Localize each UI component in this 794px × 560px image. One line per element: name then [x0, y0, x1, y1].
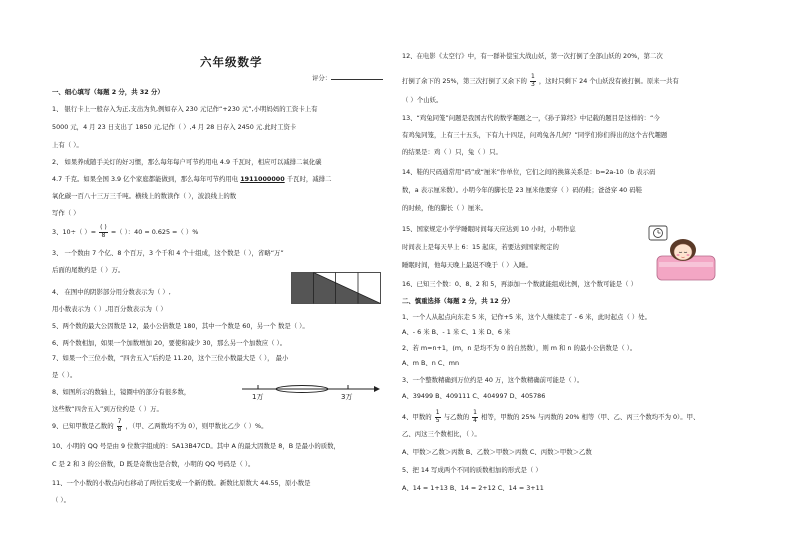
choice4-fraction-2 [472, 410, 478, 424]
section2-header: 二、慎重选择（每题 2 分，共 12 分） [402, 297, 514, 305]
score-field [312, 73, 383, 82]
choice4-question [402, 410, 699, 424]
q17-line: 16、已知三个数：0、8、2 和 5，再添加一个数就能组成比例，这个数可能是（ ） [402, 280, 637, 288]
q5-line2: 用小数表示为（ ）,用百分数表示为（ ） [52, 305, 167, 313]
sleeping-girl-illustration [655, 236, 717, 282]
choice2-question: 2、若 m=n+1，(m，n 是均不为 0 的自然数），则 m 和 n 的最小公倍数是（ ）。 [402, 344, 637, 352]
score-blank[interactable] [331, 73, 383, 80]
choice4-line2: 乙、丙这三个数相比，（ ）。 [402, 430, 481, 438]
q8-line2: 是（ ）。 [52, 371, 77, 379]
q3-frac-num: ( ) [100, 224, 107, 231]
choice5-options[interactable]: A、14 = 1+13 B、14 = 2+12 C、14 = 3+11 [402, 484, 544, 492]
q2-line2-b: 千瓦时，减排二 [284, 175, 332, 183]
q11-line1: 10、小明的 QQ 号是由 9 位数字组成的：5A13B47CD。其中 A 的最大因数是 8，B 是最小的质数， [52, 442, 340, 450]
q14-line1: 13、“鸡兔同笼”问题是我国古代的数学趣题之一，《孙子算经》中记载的题目是这样的：“今 [402, 114, 660, 122]
q3-line [52, 225, 198, 239]
choice1-options[interactable]: A、- 6 米 B、- 1 米 C、1 米 D、6 米 [402, 328, 511, 336]
q13-line1: 12、在电影《太空行》中，有一群补偿宝大战山妖，第一次打倒了全部山妖的 20%，第二次 [402, 52, 663, 60]
q13-line2 [402, 74, 679, 88]
q9-line1: 8、如图所示的数轴上，镜圈中的部分有很多数， [52, 388, 191, 396]
choice4-fraction-1 [435, 410, 441, 424]
q16-line3: 睡眠时间，他每天晚上最迟不晚于（ ）入睡。 [402, 261, 532, 269]
q2-line2-a: 4.7 千克。如果全国 3.9 亿个家庭都能做到，那么每年可节约用电 [52, 175, 241, 183]
number-line-label-3: 3万 [341, 393, 353, 401]
q13-line3: （ ）个山妖。 [402, 96, 443, 104]
q3-post: =（ ）：40 = 0.625 =（ ）% [110, 228, 199, 236]
q2-line4: 写作（ ） [52, 209, 80, 217]
q13-frac-den: 3 [530, 80, 535, 88]
q10-line [52, 419, 268, 433]
choice4-frac2-den: 4 [473, 416, 477, 424]
q1-line1: 1、 银行卡上一般存入为正,支出为负,例如存入 230 元记作“+230 元”,小明妈妈的工资卡上有 [52, 105, 318, 113]
choice1-question: 1、一个人从起点向东走 5 米，记作+5 米，这个人继续走了 - 6 米，此时起点（ ）处。 [402, 313, 652, 321]
q13-line2-b: ，这时只剩下 24 个山妖没有被打倒。原来一共有 [538, 77, 679, 85]
figure-shade-full [292, 273, 314, 304]
q12-line2: （ ）。 [52, 496, 71, 504]
shaded-rectangle-figure [291, 272, 381, 304]
q3-pre: 3、10÷（ ）= [52, 228, 97, 236]
q3-fraction [99, 225, 108, 239]
page-title: 六年级数学 [200, 55, 263, 69]
girl-cheek-right [687, 254, 690, 256]
q2-line3: 氧化碳一百八十三万三千吨。横线上的数读作（ ），波浪线上的数 [52, 192, 237, 200]
q16-line1: 15、国家规定小学学睡眠时间每天应达到 10 小时，小明作息 [402, 225, 576, 233]
q2-line1: 2、 如果养成随手关灯的好习惯，那么每年每户可节约用电 4.9 千瓦时，相应可以减排二氧化碳 [52, 158, 322, 166]
q10-post: ，（甲、乙两数均不为 0），则甲数比乙少（ ）%。 [125, 422, 268, 430]
q12-line1: 11、一个小数的小数点向右移动了两位后变成一个新的数。新数比原数大 44.55，原小数是 [52, 479, 311, 487]
q9-line2: 这些数“四舍五入”到万位约是（ ）万。 [52, 405, 163, 413]
choice5-question: 5、把 14 写成两个不同的质数相加的形式是（ ） [402, 466, 542, 474]
q1-line3: 上有（ ）。 [52, 141, 83, 149]
choice4-frac1-num: 1 [435, 409, 440, 416]
q6-line: 5、两个数的最大公因数是 12，最小公倍数是 180，其中一个数是 60，另一个 数是（ ）。 [52, 322, 309, 330]
choice4-mid: 与乙数的 [443, 413, 470, 421]
q7-line: 6、两个数相加，如果一个加数增加 20，要使和减少 30，那么另一个加数应（ ）。 [52, 339, 287, 347]
choice4-frac2-num: 1 [473, 409, 477, 416]
q13-fraction [530, 74, 536, 88]
q15-line1: 14、鞋的尺码通常用“码”或“厘米”作单位，它们之间的换算关系是：b=2a-10（b 表示码 [402, 168, 656, 176]
q5-line1: 4、 在图中的阴影部分用分数表示为（ ）, [52, 288, 171, 296]
q8-line1: 7、如果一个三位小数，“四舍五入”后约是 11.20，这个三位小数最大是（ ）， 最小 [52, 354, 289, 362]
blanket-stripe [659, 262, 713, 267]
q14-line3: 的结果是：鸡（ ）只，兔（ ）只。 [402, 148, 502, 156]
q11-line2: C 是 2 和 3 的公倍数，D 既是奇数也是合数，小明的 QQ 号码是（ ）。 [52, 460, 255, 468]
q2-underlined-number: 1911000000 [240, 175, 285, 183]
q4-line2: 后面的尾数约是（ ）万。 [52, 266, 125, 274]
choice4-post: 相等，甲数的 25% 与丙数的 20% 相等（甲、乙、丙三个数均不为 0）。甲、 [481, 413, 700, 421]
number-line-label-1: 1万 [252, 393, 264, 401]
q2-line2 [52, 175, 331, 183]
choice4-frac1-den: 5 [435, 416, 440, 424]
q3-frac-den: 8 [101, 231, 106, 239]
choice3-question: 3、一个整数精确到万位约是 40 万，这个数精确前可能是（ ）。 [402, 376, 584, 384]
q1-line2: 5000 元，4 月 23 日支出了 1850 元,记作（ ）,4 月 28 日存入 2450 元.此时工资卡 [52, 123, 297, 131]
q10-frac-den: 8 [117, 425, 122, 433]
score-label: 评分： [312, 74, 332, 82]
q13-frac-num: 1 [530, 73, 535, 80]
section1-header: 一、细心填写（每题 2 分，共 32 分） [52, 88, 164, 96]
q13-line2-a: 打倒了余下的 25%，第三次打倒了又余下的 [402, 77, 527, 85]
choice3-options[interactable]: A、39499 B、409111 C、404997 D、405786 [402, 392, 546, 400]
q10-pre: 9、已知甲数是乙数的 [52, 422, 114, 430]
choice4-options[interactable]: A、甲数＞乙数＞丙数 B、乙数＞甲数＞丙数 C、丙数＞甲数＞乙数 [402, 448, 592, 456]
q4-line1: 3、 一个数由 7 个亿、8 个百万，3 个千和 4 个十组成，这个数是（ ），省略“万” [52, 249, 284, 257]
q15-line3: 的时候，他的脚长（ ）厘米。 [402, 204, 488, 212]
q10-fraction [117, 419, 123, 433]
number-line-arrow [374, 386, 380, 392]
choice2-options[interactable]: A、m B、n C、mn [402, 359, 460, 367]
girl-cheek-left [677, 254, 680, 256]
choice4-pre: 4、甲数的 [402, 413, 432, 421]
q10-frac-num: 7 [117, 418, 122, 425]
q14-line2: 有鸡兔同笼，上有三十五头，下有九十四足，问鸡兔各几何？”同学们你们得出的这个古代趣题 [402, 131, 668, 139]
q15-line2: 数，a 表示厘米数）。小明今年的脚长是 23 厘米他要穿（ ）码的鞋；爸爸穿 40 码鞋 [402, 186, 643, 194]
q16-line2: 时间表上是每天早上 6：15 起床，若要达到国家规定的 [402, 243, 559, 251]
